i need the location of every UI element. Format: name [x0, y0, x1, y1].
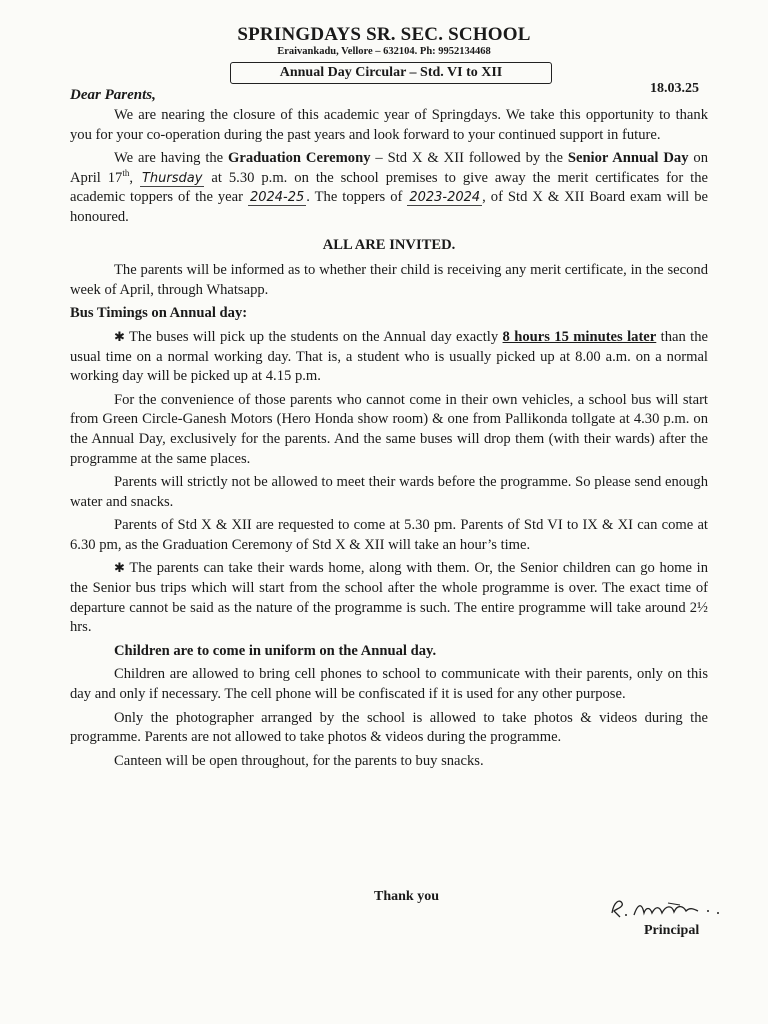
- asterisk-icon: ✱: [114, 561, 125, 577]
- principal-title: Principal: [644, 923, 700, 938]
- text: than the usual time on a normal working day. That is, a student who is usually picked up at 8.00 a.m. on a normal working day will be picked up at 4.15 p.m.: [70, 328, 708, 385]
- paragraph-photos: Only the photographer arranged by the school is allowed to take photos & videos during the programme. Parents are not allowed to take photos & videos during the programme.: [70, 709, 708, 746]
- underlined-time: 8 hours 15 minutes later: [502, 328, 657, 345]
- handwritten-year-prev: 2023-2024: [409, 190, 481, 206]
- paragraph-graduation: [70, 149, 708, 227]
- handwritten-year: 2024-25: [249, 190, 305, 206]
- handwritten-day: Thursday: [141, 170, 203, 186]
- principal-signature: [606, 893, 736, 923]
- graduation-ceremony: Graduation Ceremony: [228, 150, 371, 167]
- paragraph-cell-phones: Children are allowed to bring cell phones to school to communicate with their parents, only on this day and only if necessary. The cell phone will be confiscated if it is used for any other purpose.: [70, 666, 708, 703]
- text: on April 17: [70, 150, 708, 186]
- thank-you: Thank you: [374, 889, 439, 904]
- school-name: SPRINGDAYS SR. SEC. SCHOOL: [237, 24, 531, 45]
- all-invited: ALL ARE INVITED.: [322, 236, 456, 253]
- uniform-notice: Children are to come in uniform on the Annual day.: [114, 642, 437, 659]
- salutation: Dear Parents,: [70, 87, 156, 103]
- paragraph-arrival-times: Parents of Std X & XII are requested to come at 5.30 pm. Parents of Std VI to IX & XI can come at 6.30 pm, as the Graduation Ceremony of Std X & XII will take an hour’s time.: [70, 517, 708, 553]
- text: – Std X & XII followed by the: [370, 150, 568, 167]
- paragraph-merit-info: The parents will be informed as to whether their child is receiving any merit certificate, in the second week of April, through Whatsapp.: [70, 262, 708, 298]
- text: ,: [129, 169, 140, 186]
- paragraph-intro: We are nearing the closure of this academic year of Springdays. We take this opportunity to thank you for your co-operation during the past years and look forward to your continued support in future.: [70, 107, 708, 143]
- senior-annual-day: Senior Annual Day: [567, 150, 689, 167]
- bus-timings-heading: Bus Timings on Annual day:: [70, 305, 248, 322]
- circular-date: 18.03.25: [650, 81, 699, 96]
- text: , of Std X & XII Board exam will be honoured.: [70, 189, 708, 225]
- asterisk-icon: ✱: [114, 329, 125, 345]
- date-suffix: th: [122, 167, 130, 178]
- circular-body: [70, 106, 708, 775]
- paragraph-no-meeting: Parents will strictly not be allowed to meet their wards before the programme. So please send enough water and snacks.: [70, 474, 708, 510]
- text: The buses will pick up the students on the Annual day exactly: [124, 328, 503, 345]
- text: We are having the: [114, 150, 229, 167]
- paragraph-bus-pickup: [70, 328, 708, 387]
- circular-title: Annual Day Circular – Std. VI to XII: [230, 62, 552, 84]
- paragraph-parent-bus: For the convenience of those parents who cannot come in their own vehicles, a school bus will start from Green Circle-Ganesh Motors (Hero Honda show room) & one from Pallikonda tollgate at 4.30 p.m. on the Annual Day, exclusively for the parents. And the same buses will drop them (with their wards) after the programme at the same places.: [70, 391, 708, 467]
- paragraph-canteen: Canteen will be open throughout, for the parents to buy snacks.: [114, 752, 484, 769]
- school-address: Eraivankadu, Vellore – 632104. Ph: 9952134468: [277, 46, 491, 57]
- text: . The toppers of: [306, 189, 408, 206]
- text: The parents can take their wards home, along with them. Or, the Senior children can go home in the Senior bus trips which will start from the school after the whole programme is over. The exact time of departure cannot be said as the nature of the programme is such. The entire programme will take around 2½ hrs.: [70, 560, 708, 636]
- paragraph-take-home: [70, 559, 708, 637]
- text: at 5.30 p.m. on the school premises to give away the merit certificates for the academic toppers of the year: [70, 169, 708, 206]
